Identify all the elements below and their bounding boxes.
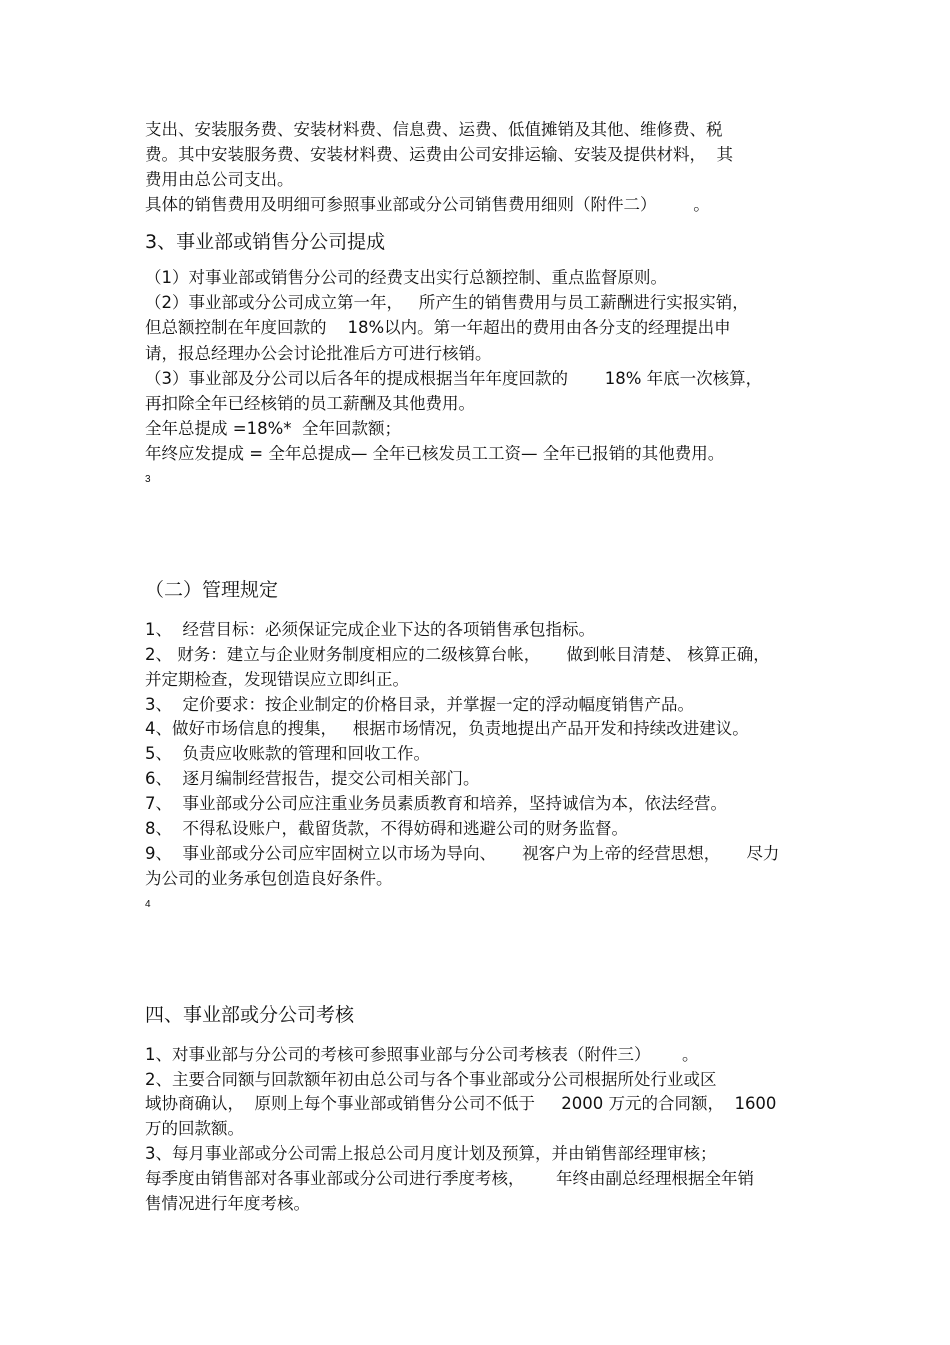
section-heading: 3、事业部或销售分公司提成: [145, 231, 386, 253]
section-heading: （二）管理规定: [145, 579, 279, 601]
list-item: 3、每月事业部或分公司需上报总公司月度计划及预算，并由销售部经理审核；: [145, 1144, 717, 1163]
text-line: 全年总提成 =18%* 全年回款额；: [145, 419, 401, 438]
text-line: （3）事业部及分公司以后各年的提成根据当年年度回款的 18% 年底一次核算，: [145, 369, 763, 388]
list-item: 并定期检查，发现错误应立即纠正。: [145, 670, 409, 689]
list-item: 2、主要合同额与回款额年初由总公司与各个事业部或分公司根据所处行业或区: [145, 1070, 717, 1089]
page-number: 3: [145, 474, 151, 485]
text-line: 但总额控制在年度回款的 18%以内。第一年超出的费用由各分支的经理提出申: [145, 318, 731, 337]
text-line: 费。其中安装服务费、安装材料费、运费由公司安排运输、安装及提供材料， 其: [145, 145, 733, 164]
text-line: 售情况进行年度考核。: [145, 1194, 310, 1213]
list-item: 9、 事业部或分公司应牢固树立以市场为导向、 视客户为上帝的经营思想， 尽力: [145, 844, 780, 863]
text-line: （2）事业部或分公司成立第一年， 所产生的销售费用与员工薪酬进行实报实销，: [145, 293, 749, 312]
list-item: 1、对事业部与分公司的考核可参照事业部与分公司考核表（附件三） 。: [145, 1045, 699, 1064]
text-line: （1）对事业部或销售分公司的经费支出实行总额控制、重点监督原则。: [145, 268, 667, 287]
text-line: 支出、安装服务费、安装材料费、信息费、运费、低值摊销及其他、维修费、税: [145, 120, 723, 139]
text-line: 具体的销售费用及明细可参照事业部或分公司销售费用细则（附件二） 。: [145, 195, 710, 214]
text-line: 请，报总经理办公会讨论批准后方可进行核销。: [145, 344, 492, 363]
list-item: 3、 定价要求：按企业制定的价格目录，并掌握一定的浮动幅度销售产品。: [145, 695, 694, 714]
text-line: 再扣除全年已经核销的员工薪酬及其他费用。: [145, 394, 475, 413]
list-item: 5、 负责应收账款的管理和回收工作。: [145, 744, 430, 763]
text-line: 域协商确认， 原则上每个事业部或销售分公司不低于 2000 万元的合同额， 1600: [145, 1094, 777, 1113]
list-item: 1、 经营目标：必须保证完成企业下达的各项销售承包指标。: [145, 620, 595, 639]
text-line: 每季度由销售部对各事业部或分公司进行季度考核， 年终由副总经理根据全年销: [145, 1169, 754, 1188]
section-heading: 四、事业部或分公司考核: [145, 1004, 355, 1026]
list-item: 6、 逐月编制经营报告，提交公司相关部门。: [145, 769, 480, 788]
page-number: 4: [145, 899, 151, 910]
list-item: 8、 不得私设账户，截留货款，不得妨碍和逃避公司的财务监督。: [145, 819, 628, 838]
text-line: 费用由总公司支出。: [145, 170, 294, 189]
list-item: 为公司的业务承包创造良好条件。: [145, 869, 393, 888]
text-line: 万的回款额。: [145, 1119, 244, 1138]
list-item: 4、做好市场信息的搜集， 根据市场情况，负责地提出产品开发和持续改进建议。: [145, 719, 749, 738]
text-line: 年终应发提成 = 全年总提成— 全年已核发员工工资— 全年已报销的其他费用。: [145, 444, 725, 463]
list-item: 2、 财务：建立与企业财务制度相应的二级核算台帐， 做到帐目清楚、 核算正确，: [145, 645, 770, 664]
list-item: 7、 事业部或分公司应注重业务员素质教育和培养，坚持诚信为本，依法经营。: [145, 794, 727, 813]
